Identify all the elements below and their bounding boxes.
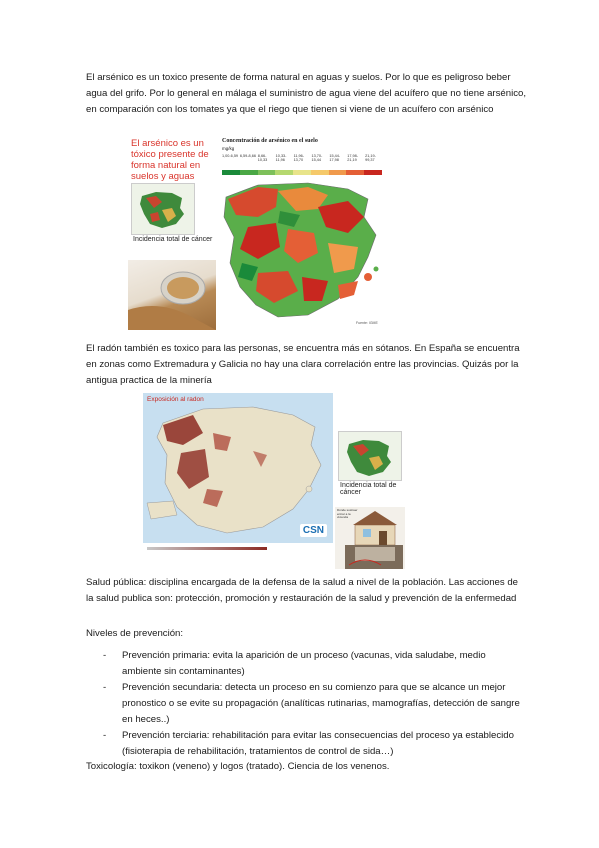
list-dash: - (103, 682, 107, 693)
radon-map-footer (147, 547, 267, 550)
legend-range-label: 13,70-15,44 (311, 154, 323, 162)
legend-swatch (311, 170, 329, 175)
inset-caption: Incidencia total de cáncer (133, 236, 213, 243)
legend-range-label: 1,00-6,59 (222, 154, 239, 158)
legend-swatch (329, 170, 347, 175)
radon-house-diagram (335, 507, 405, 569)
legend-range-label: 11,96-13,70 (293, 154, 305, 162)
legend-swatch (275, 170, 293, 175)
list-item (86, 680, 526, 728)
legend-swatch (346, 170, 364, 175)
arsenic-spain-map (218, 177, 384, 330)
arsenic-legend-labels (222, 154, 382, 162)
toxicology-paragraph: Toxicología: toxikon (veneno) y logos (tratado). Ciencia de los venenos. (86, 761, 390, 772)
cancer-incidence-inset-map-2 (338, 431, 402, 481)
legend-range-label: 10,33-11,96 (275, 154, 287, 162)
legend-range-label: 15,44-17,98 (329, 154, 341, 162)
arsenic-map-source: Fuente: IGME (356, 321, 378, 325)
legend-swatch (222, 170, 240, 175)
list-item-text: Prevención secundaria: detecta un proceso en su comienzo para que se alcance un mejor pronostico o se evite su propagación (analíticas rutinarias, mamografías, detección de sangre en heces..) (122, 682, 520, 725)
list-item-text: Prevención terciaria: rehabilitación para evitar las consecuencias del proceso ya establecido (fisioterapia de rehabilitación, tratamientos de control de sida…) (122, 730, 514, 757)
arsenic-figure (128, 133, 384, 330)
legend-swatch (364, 170, 382, 175)
inset-caption-2: Incidencia total de cáncer (340, 482, 397, 496)
legend-range-label: 6,59-8,66 (239, 154, 256, 158)
public-health-paragraph: Salud pública: disciplina encargada de la defensa de la salud a nivel de la población. Las acciones de la salud publica son: protección, promoción y restauración de la salud y prevención de la enfermedad (86, 577, 519, 604)
list-item-text: Prevención primaria: evita la aparición de un proceso (vacunas, vida saludabe, medio ambiente sin contaminantes) (122, 650, 486, 677)
arsenic-paragraph: El arsénico es un toxico presente de forma natural en aguas y suelos. Por lo que es peligroso beber agua del grifo. Por lo general en málaga el suministro de agua viene del acuífero que no tiene arsénico, en comparación con los tomates ya que el riego que tienen si viene de un acuífero con arsénico (86, 72, 526, 115)
arsenic-legend-bar (222, 170, 382, 175)
legend-swatch (293, 170, 311, 175)
legend-range-label: 17,98-21,19 (347, 154, 359, 162)
legend-swatch (258, 170, 276, 175)
cancer-incidence-inset-map (131, 183, 195, 235)
house-label: Dónde sustraer entrar a la vivienda (337, 508, 358, 520)
radon-paragraph: El radón también es toxico para las personas, se encuentra más en sótanos. En España se encuentra en zonas como Extremadura y Galicia no hay una clara correlación entre las provincias. Quizás por la antigua practica de la minería (86, 343, 520, 386)
csn-logo: CSN (300, 524, 327, 537)
list-item (86, 648, 526, 680)
list-item (86, 728, 526, 760)
radon-figure (143, 393, 408, 570)
list-dash: - (103, 730, 107, 741)
radon-figure-title: Exposición al radon (147, 396, 204, 403)
legend-range-label: 21,19-99,37 (365, 154, 376, 162)
radon-map-panel (143, 393, 333, 543)
inset-spain-map-icon (132, 184, 194, 234)
arsenic-figure-title: El arsénico es un tóxico presente de forma natural en suelos y aguas (131, 138, 209, 182)
radon-spain-map (143, 393, 333, 543)
list-dash: - (103, 650, 107, 661)
arsenic-map-title: Concentración de arsénico en el suelo (222, 138, 318, 144)
prevention-levels-title: Niveles de prevención: (86, 628, 184, 639)
prevention-levels-list (86, 648, 526, 760)
rice-jar-photo (128, 260, 216, 330)
legend-swatch (240, 170, 258, 175)
legend-range-label: 8,66-10,33 (257, 154, 268, 162)
arsenic-map-unit: mg/kg (222, 146, 235, 151)
